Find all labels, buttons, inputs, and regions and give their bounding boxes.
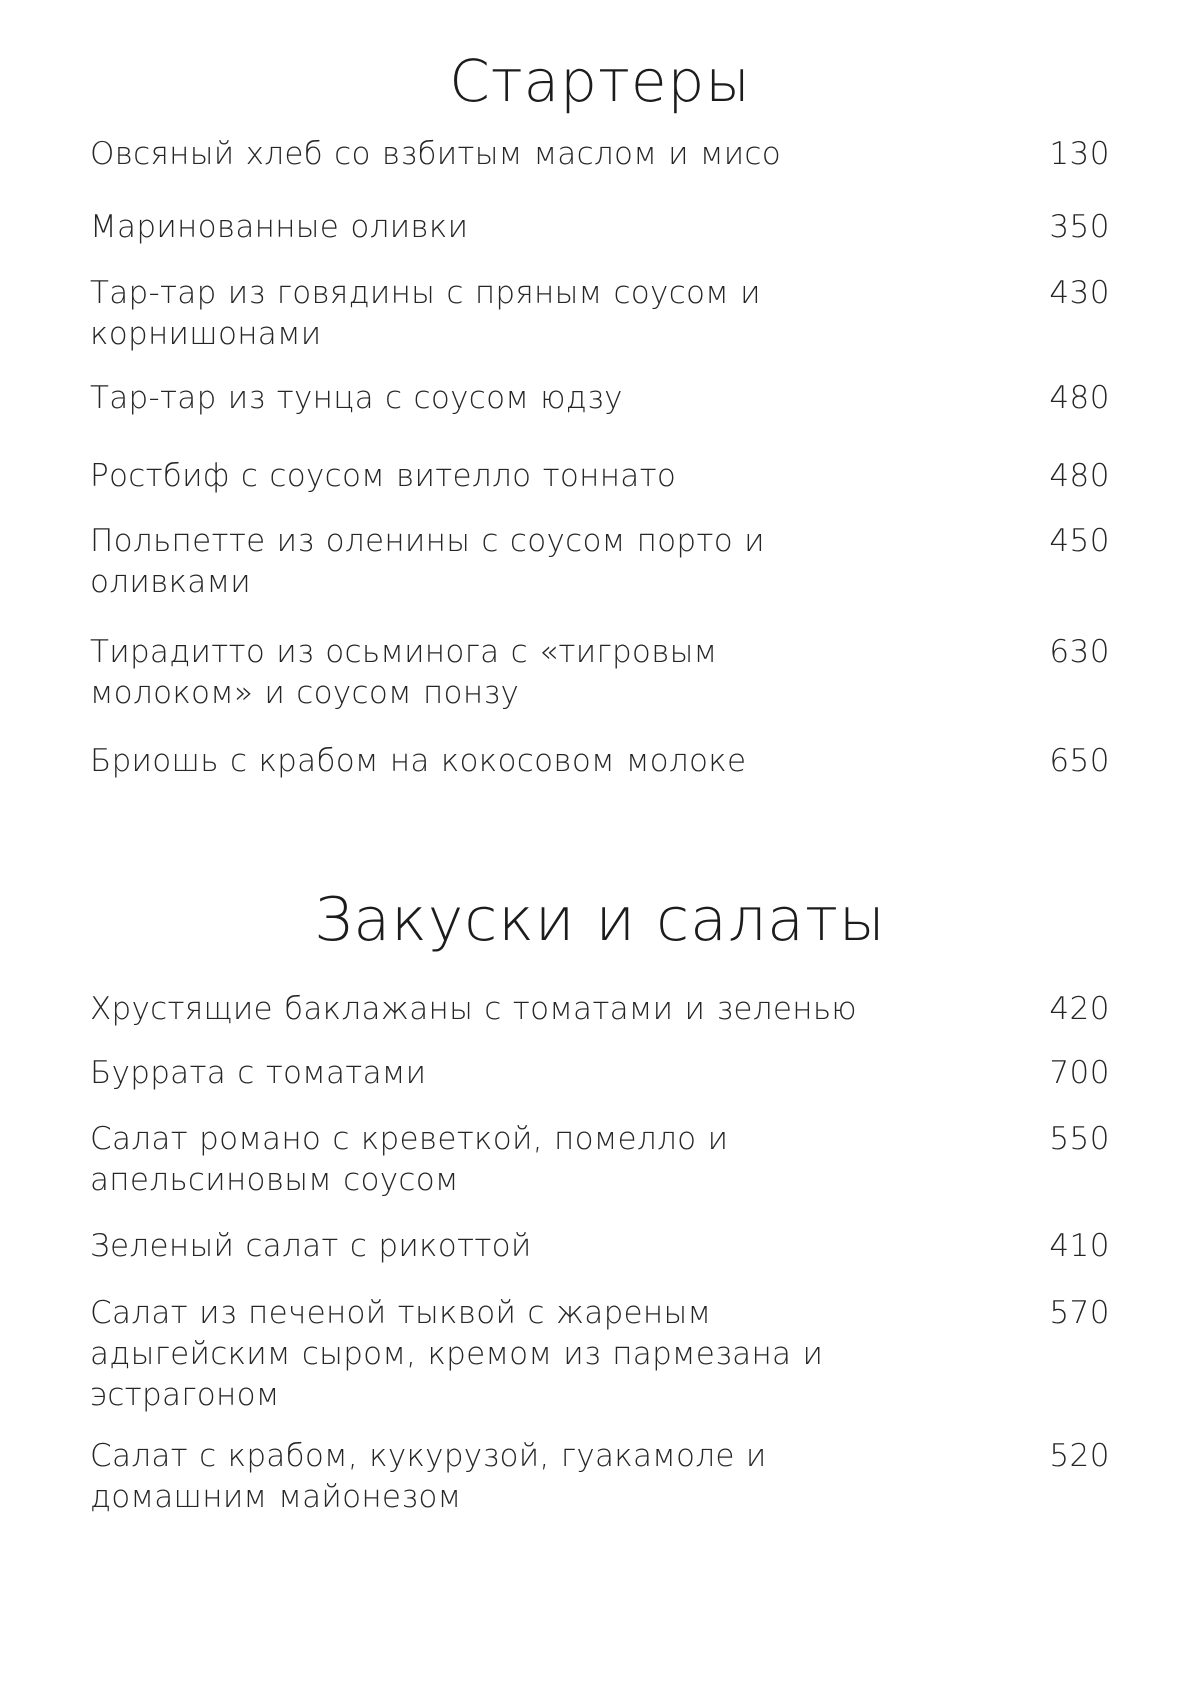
menu-item <box>90 134 1110 214</box>
item-price: 420 <box>1049 991 1110 1027</box>
item-name: Польпетте из оленины с соусом порто и оливками <box>90 523 765 600</box>
item-price: 570 <box>1049 1295 1110 1331</box>
menu-item <box>90 741 1110 821</box>
menu-item <box>90 273 1110 353</box>
menu-item <box>90 1119 1110 1199</box>
item-name: Тар-тар из говядины с пряным соусом и корнишонами <box>90 275 761 352</box>
menu-item <box>90 378 1110 458</box>
item-name: Ростбиф с соусом вителло тоннато <box>90 458 677 494</box>
item-price: 480 <box>1049 380 1110 416</box>
item-price: 480 <box>1049 458 1110 494</box>
item-price: 700 <box>1049 1055 1110 1091</box>
menu-item <box>90 1293 1110 1413</box>
item-name: Салат с крабом, кукурузой, гуакамоле и домашним майонезом <box>90 1438 767 1515</box>
item-price: 650 <box>1049 743 1110 779</box>
item-price: 130 <box>1049 136 1110 172</box>
section-title-salads: Закуски и салаты <box>314 885 886 955</box>
item-name: Буррата с томатами <box>90 1055 427 1091</box>
item-name: Овсяный хлеб со взбитым маслом и мисо <box>90 136 782 172</box>
item-price: 520 <box>1049 1438 1110 1474</box>
menu-item <box>90 632 1110 712</box>
item-name: Маринованные оливки <box>90 209 469 245</box>
item-price: 430 <box>1049 275 1110 311</box>
item-name: Бриошь с крабом на кокосовом молоке <box>90 743 747 779</box>
item-name: Хрустящие баклажаны с томатами и зеленью <box>90 991 857 1027</box>
item-name: Тар-тар из тунца с соусом юдзу <box>90 380 623 416</box>
menu-item <box>90 1436 1110 1516</box>
item-name: Зеленый салат с рикоттой <box>90 1228 532 1264</box>
menu-item <box>90 521 1110 601</box>
item-name: Тирадитто из осьминога с «тигровым молоком» и соусом понзу <box>90 634 718 711</box>
item-price: 550 <box>1049 1121 1110 1157</box>
item-name: Салат из печеной тыквой с жареным адыгейским сыром, кремом из пармезана и эстрагоном <box>90 1295 824 1413</box>
item-price: 630 <box>1049 634 1110 670</box>
section-title-starters: Стартеры <box>449 47 751 115</box>
item-price: 410 <box>1049 1228 1110 1264</box>
item-name: Салат романо с креветкой, помелло и апельсиновым соусом <box>90 1121 729 1198</box>
item-price: 450 <box>1049 523 1110 559</box>
item-price: 350 <box>1049 209 1110 245</box>
